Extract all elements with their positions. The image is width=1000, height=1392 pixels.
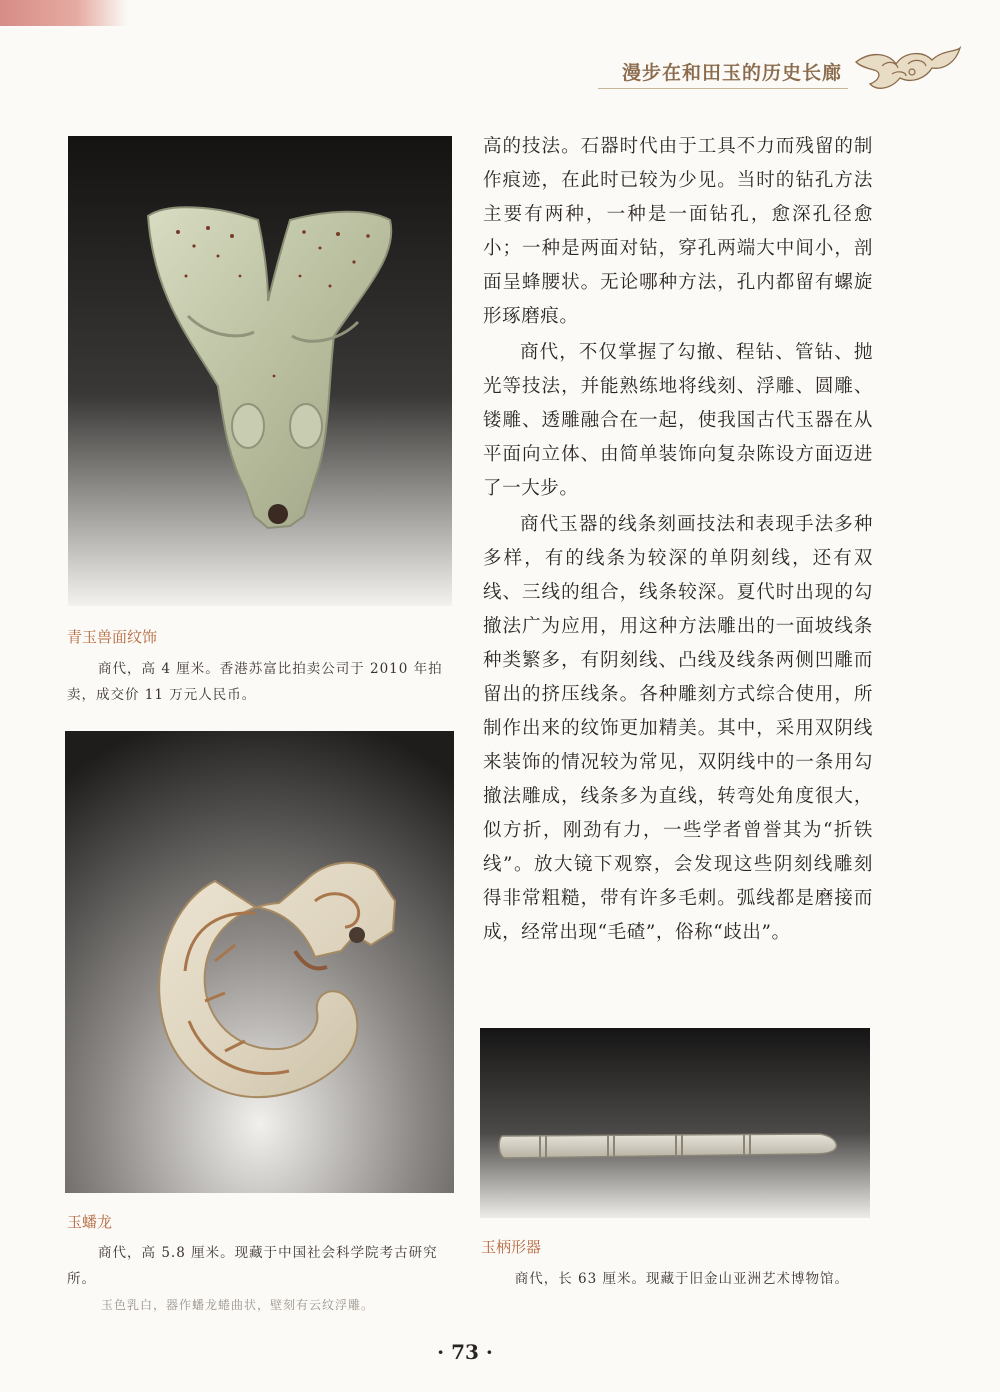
header-rule (598, 88, 848, 89)
figure-2-caption: 商代，高 5.8 厘米。现藏于中国社会科学院考古研究所。 (67, 1245, 438, 1287)
figure-2-title: 玉蟠龙 (67, 1213, 113, 1231)
jade-coiled-dragon-photo (65, 731, 454, 1193)
corner-tab-decoration (0, 0, 128, 26)
body-paragraph: 高的技法。石器时代由于工具不力而残留的制作痕迹，在此时已较为少见。当时的钻孔方法主要有两种，一种是一面钻孔，愈深孔径愈小；一种是两面对钻，穿孔两端大中间小，剖面呈蜂腰状。无论哪种方法，孔内都留有螺旋形琢磨痕。 (483, 136, 873, 327)
running-header-title: 漫步在和田玉的历史长廊 (621, 62, 842, 84)
figure-2-note: 玉色乳白，器作蟠龙蜷曲状，壁刻有云纹浮雕。 (101, 1298, 375, 1312)
cloud-ornament-icon (852, 44, 962, 96)
figure-3-caption: 商代，长 63 厘米。现藏于旧金山亚洲艺术博物馆。 (514, 1271, 850, 1287)
figure-1-caption: 商代，高 4 厘米。香港苏富比拍卖公司于 2010 年拍卖，成交价 11 万元人民币。 (67, 661, 443, 703)
body-paragraph: 商代，不仅掌握了勾撤、程钻、管钻、抛光等技法，并能熟练地将线刻、浮雕、圆雕、镂雕、透雕融合在一起，使我国古代玉器在从平面向立体、由简单装饰向复杂陈设方面迈进了一大步。 (483, 342, 873, 499)
jade-beast-face-photo (68, 136, 452, 606)
jade-handle-implement-photo (480, 1028, 870, 1218)
figure-3-title: 玉柄形器 (481, 1238, 542, 1256)
figure-1-title: 青玉兽面纹饰 (67, 628, 158, 646)
body-text-column (483, 130, 873, 950)
body-paragraph: 商代玉器的线条刻画技法和表现手法多种多样，有的线条为较深的单阴刻线，还有双线、三线的组合，线条较深。夏代时出现的勾撤法广为应用，用这种方法雕出的一面坡线条种类繁多，有阴刻线、凸线及线条两侧凹雕而留出的挤压线条。各种雕刻方式综合使用，所制作出来的纹饰更加精美。其中，采用双阴线来装饰的情况较为常见，双阴线中的一条用勾撤法雕成，线条多为直线，转弯处角度很大，似方折，刚劲有力，一些学者曾誉其为“折铁线”。放大镜下观察，会发现这些阴刻线雕刻得非常粗糙，带有许多毛刺。弧线都是磨接而成，经常出现“毛碴”，俗称“歧出”。 (483, 514, 873, 943)
page-number: · 73 · (437, 1340, 493, 1364)
